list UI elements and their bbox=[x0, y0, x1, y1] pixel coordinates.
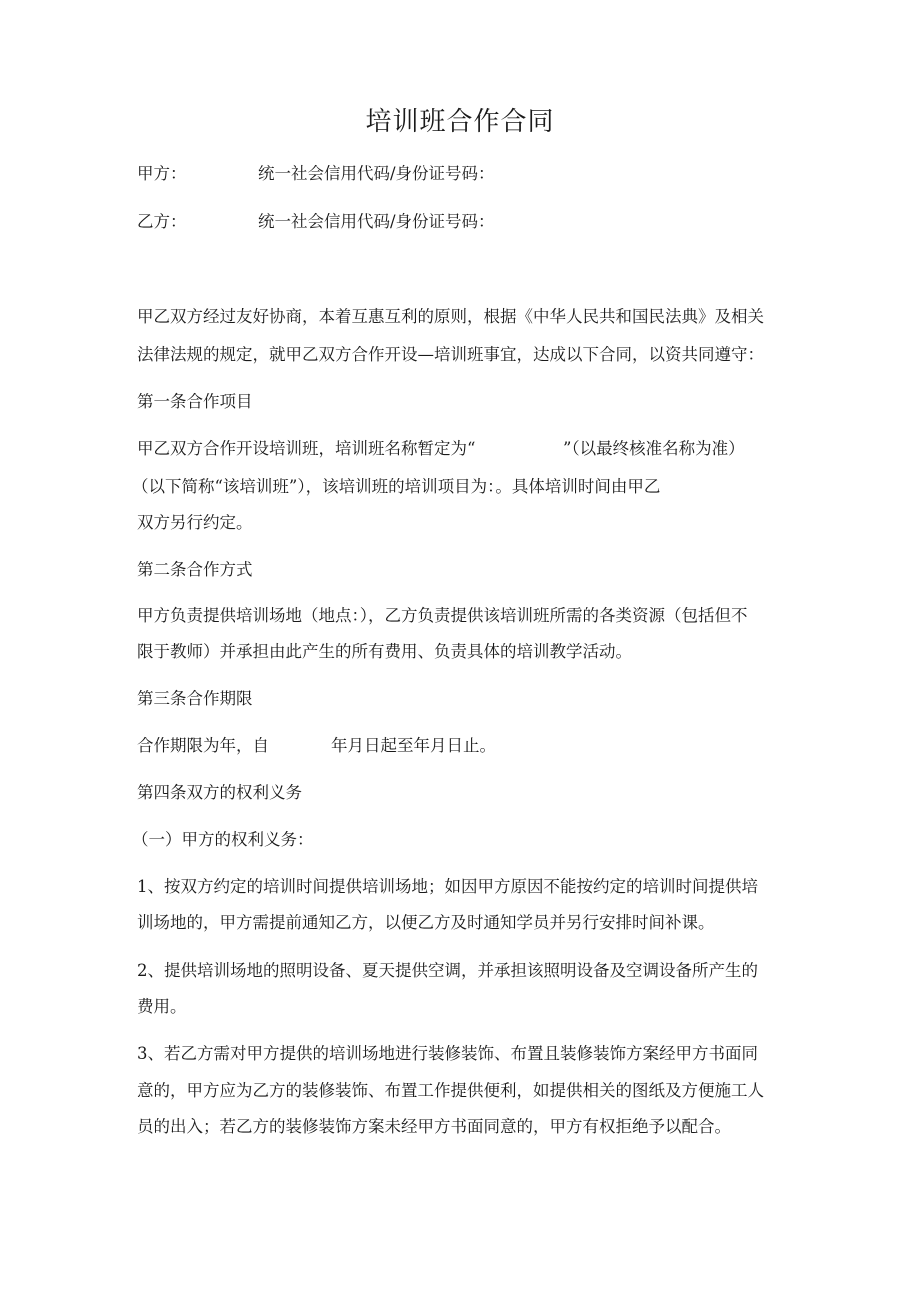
article4-heading: 第四条双方的权利义务 bbox=[137, 783, 302, 802]
article4-item1-line: 训场地的，甲方需提前通知乙方，以便乙方及时通知学员并另行安排时间补课。 bbox=[137, 913, 715, 932]
article4-item3-line: 意的，甲方应为乙方的装修装饰、布置工作提供便利，如提供相关的图纸及方便施工人 bbox=[137, 1081, 764, 1100]
article4-item3-line: 3、若乙方需对甲方提供的培训场地进行装修装饰、布置且装修装饰方案经甲方书面同 bbox=[137, 1044, 758, 1063]
article1-line1-part2: ”（以最终核准名称为准） bbox=[563, 439, 745, 458]
article2-heading: 第二条合作方式 bbox=[137, 560, 253, 579]
article2-line: 限于教师）并承担由此产生的所有费用、负责具体的培训教学活动。 bbox=[137, 642, 632, 661]
party-a-id-label: 统一社会信用代码/身份证号码： bbox=[258, 164, 495, 183]
article1-line3: 双方另行约定。 bbox=[137, 513, 253, 532]
document-title: 培训班合作合同 bbox=[365, 107, 555, 137]
article2-line: 甲方负责提供培训场地（地点：），乙方负责提供该培训班所需的各类资源（包括但不 bbox=[137, 606, 748, 625]
article3-line-part2: 年月日起至年月日止。 bbox=[331, 736, 496, 755]
party-b-id-label: 统一社会信用代码/身份证号码： bbox=[258, 212, 495, 231]
article1-line2: （以下简称“该培训班”），该培训班的培训项目为：。具体培训时间由甲乙 bbox=[132, 477, 661, 496]
article4-item1-line: 1、按双方约定的培训时间提供培训场地；如因甲方原因不能按约定的培训时间提供培 bbox=[137, 877, 758, 896]
article1-heading: 第一条合作项目 bbox=[137, 392, 253, 411]
article1-line1-part1: 甲乙双方合作开设培训班，培训班名称暂定为“ bbox=[137, 439, 476, 458]
preamble-line: 法律法规的规定，就甲乙双方合作开设—培训班事宜，达成以下合同，以资共同遵守： bbox=[137, 345, 764, 364]
article4-item2-line: 2、提供培训场地的照明设备、夏天提供空调，并承担该照明设备及空调设备所产生的 bbox=[137, 961, 758, 980]
preamble-line: 甲乙双方经过友好协商，本着互惠互利的原则，根据《中华人民共和国民法典》及相关 bbox=[137, 307, 764, 326]
article3-line-part1: 合作期限为年，自 bbox=[137, 736, 269, 755]
article4-item3-line: 员的出入；若乙方的装修装饰方案未经甲方书面同意的，甲方有权拒绝予以配合。 bbox=[137, 1117, 731, 1136]
article4-sub-a: （一）甲方的权利义务： bbox=[132, 830, 314, 849]
article4-item2-line: 费用。 bbox=[137, 997, 187, 1016]
party-a-label: 甲方： bbox=[137, 164, 187, 183]
article3-heading: 第三条合作期限 bbox=[137, 689, 253, 708]
party-b-label: 乙方： bbox=[137, 212, 187, 231]
